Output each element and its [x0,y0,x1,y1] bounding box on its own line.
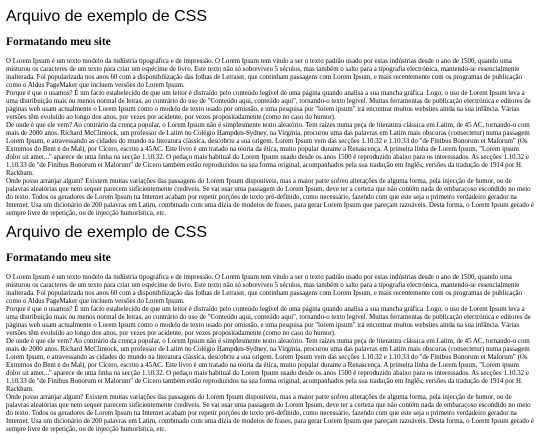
paragraph: Onde posso arranjar algum? Existem muitas variações das passagens do Lorem Ipsum disponíveis, mas a maior parte sofreu alterações de alguma forma, pela injecção de humor, ou de palavras aleatórias que nem sequer parecem suficientemente credíveis. Se vai usar uma passagem do Lorem Ipsum, deve ter a certeza que não contém nada de embaraçoso escondido no meio do texto. Todos os geradores de Lorem Ipsum na Internet acabam por repetir porções de texto pré-definido, como necessário, fazendo com que este seja o primeiro verdadeiro gerador na Internet. Usa um dicionário de 200 palavras em Latim, combinado com uma dízia de modelos de frases, para gerar Lorem Ipsum que pareçam razoáveis. Desta forma, o Lorem Ipsum gerado é sempre livre de repetição, ou de injecção humorística, etc. [6,394,534,433]
paragraph: O Lorem Ipsum é um texto modelo da indústria tipográfica e de impressão. O Lorem Ipsum tem vindo a ser o texto padrão usado por estas indústrias desde o ano de 1500, quando uma misturou os caracteres de um texto para criar um espécime de livro. Este texto não só sobreviveu 5 séculos, mas também o salto para a tipografia electrónica, mantendo-se essencialmente inalterada. Foi popularizada nos anos 60 com a disponibilização das folhas de Letraset, que continham passagens com Lorem Ipsum, e mais recentemente com os programas de publicação como o Aldus PageMaker que incluem versões do Lorem Ipsum. [6,58,523,89]
paragraph: De onde é que ele vem? Ao contrário da crença popular, o Lorem Ipsum não é simplesmente texto aleatório. Tem raízes numa peça de literatura clássica em Latim, de 45 AC, tornando-o com mais de 2000 anos. Richard McClintock, um professor de Latim no Colégio Hampden-Sydney, na Virgínia, procurou uma das palavras em Latim mais obscuras (consectetur) numa passagem Lorem Ipsum, e atravessando as cidades do mundo na literatura clássica, descobriu a sua origem. Lorem Ipsum vem das secções 1.10.32 e 1.10.33 do "de Finibus Bonorum et Malorum" (Os Extremos do Bem e do Mal), por Cícero, escrito a 45AC. Este livro é um tratado na teoria da ética, muito popular durante a Renascença. A primeira linha de Lorem Ipsum, "Lorem ipsum dolor sit amet..." aparece de uma linha na secção 1.10.32. O pedaço mais habitual do Lorem Ipsum usado desde os anos 1500 é reproduzido abaixo para os interessados. As secções 1.10.32 e 1.10.33 de "de Finibus Bonorum et Malorum" de Cícero também estão reproduzidos na sua forma original, acompanhados pela sua tradução em Inglês, versões da tradução de 1914 por H. Rackham. [6,338,530,393]
content-section [6,8,534,218]
page-title: Arquivo de exemplo de CSS [6,8,207,25]
page-title: Arquivo de exemplo de CSS [6,224,207,241]
paragraph: Porque é que o usamos? É um facto estabelecido de que um leitor é distraído pelo conteúdo legível de uma página quando analisa a sua mancha gráfica. Logo, o uso de Lorem Ipsum leva a uma distribuição mais ou menos normal de letras, ao contrário do uso de "Conteúdo aqui, conteúdo aqui", tornando-o texto legível. Muitas ferramentas de publicação electrónica e editores de páginas web usam actualmente o Lorem Ipsum como o modelo de texto usado por omissão, e uma pesquisa por "lorem ipsum" irá encontrar muitos websites ainda na sua infância. Várias versões têm evoluído ao longo dos anos, por vezes por acidente, por vezes propositadamente (como no caso do humor). [6,306,531,337]
paragraph: Porque é que o usamos? É um facto estabelecido de que um leitor é distraído pelo conteúdo legível de uma página quando analisa a sua mancha gráfica. Logo, o uso de Lorem Ipsum leva a uma distribuição mais ou menos normal de letras, ao contrário do uso de "Conteúdo aqui, conteúdo aqui", tornando-o texto legível. Muitas ferramentas de publicação electrónica e editores de páginas web usam actualmente o Lorem Ipsum como o modelo de texto usado por omissão, e uma pesquisa por "lorem ipsum" irá encontrar muitos websites ainda na sua infância. Várias versões têm evoluído ao longo dos anos, por vezes por acidente, por vezes propositadamente (como no caso do humor). [6,90,531,121]
page-subtitle: Formatando meu site [6,36,111,48]
paragraph: Onde posso arranjar algum? Existem muitas variações das passagens do Lorem Ipsum disponíveis, mas a maior parte sofreu alterações de alguma forma, pela injecção de humor, ou de palavras aleatórias que nem sequer parecem suficientemente credíveis. Se vai usar uma passagem do Lorem Ipsum, deve ter a certeza que não contém nada de embaraçoso escondido no meio do texto. Todos os geradores de Lorem Ipsum na Internet acabam por repetir porções de texto pré-definido, como necessário, fazendo com que este seja o primeiro verdadeiro gerador na Internet. Usa um dicionário de 200 palavras em Latim, combinado com uma dízia de modelos de frases, para gerar Lorem Ipsum que pareçam razoáveis. Desta forma, o Lorem Ipsum gerado é sempre livre de repetição, ou de injecção humorística, etc. [6,178,534,217]
page-subtitle: Formatando meu site [6,252,111,264]
paragraph: De onde é que ele vem? Ao contrário da crença popular, o Lorem Ipsum não é simplesmente texto aleatório. Tem raízes numa peça de literatura clássica em Latim, de 45 AC, tornando-o com mais de 2000 anos. Richard McClintock, um professor de Latim no Colégio Hampden-Sydney, na Virgínia, procurou uma das palavras em Latim mais obscuras (consectetur) numa passagem Lorem Ipsum, e atravessando as cidades do mundo na literatura clássica, descobriu a sua origem. Lorem Ipsum vem das secções 1.10.32 e 1.10.33 do "de Finibus Bonorum et Malorum" (Os Extremos do Bem e do Mal), por Cícero, escrito a 45AC. Este livro é um tratado na teoria da ética, muito popular durante a Renascença. A primeira linha de Lorem Ipsum, "Lorem ipsum dolor sit amet..." aparece de uma linha na secção 1.10.32. O pedaço mais habitual do Lorem Ipsum usado desde os anos 1500 é reproduzido abaixo para os interessados. As secções 1.10.32 e 1.10.33 de "de Finibus Bonorum et Malorum" de Cícero também estão reproduzidos na sua forma original, acompanhados pela sua tradução em Inglês, versões da tradução de 1914 por H. Rackham. [6,122,530,177]
content-section [6,224,534,434]
paragraph: O Lorem Ipsum é um texto modelo da indústria tipográfica e de impressão. O Lorem Ipsum tem vindo a ser o texto padrão usado por estas indústrias desde o ano de 1500, quando uma misturou os caracteres de um texto para criar um espécime de livro. Este texto não só sobreviveu 5 séculos, mas também o salto para a tipografia electrónica, mantendo-se essencialmente inalterada. Foi popularizada nos anos 60 com a disponibilização das folhas de Letraset, que continham passagens com Lorem Ipsum, e mais recentemente com os programas de publicação como o Aldus PageMaker que incluem versões do Lorem Ipsum. [6,274,523,305]
